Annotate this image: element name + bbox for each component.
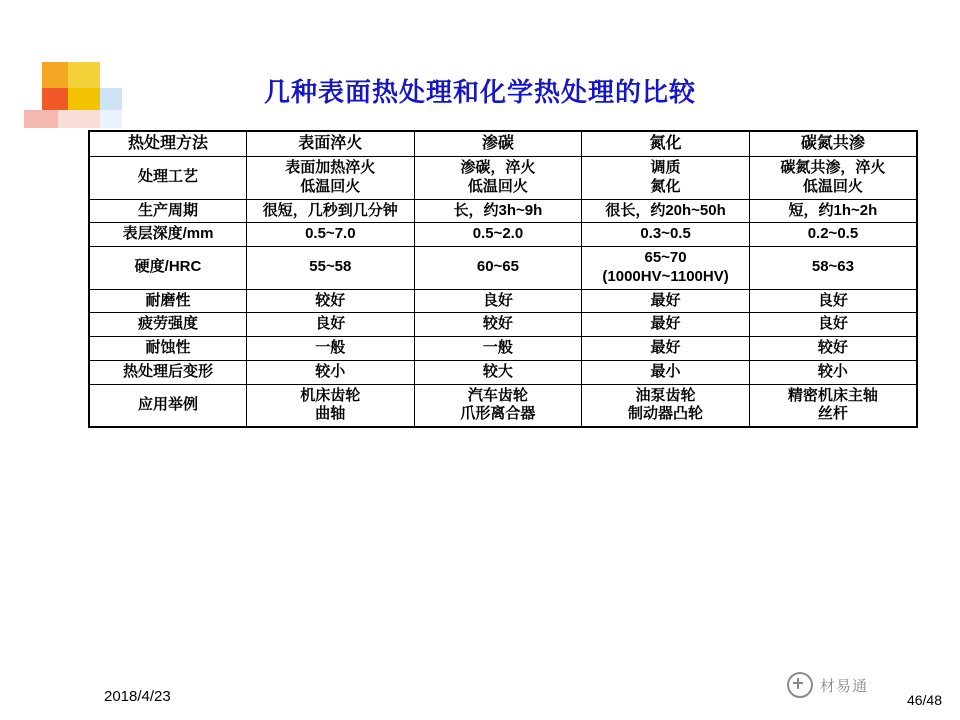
row-label: 热处理后变形	[89, 360, 247, 384]
column-header-method: 热处理方法	[89, 131, 247, 157]
table-cell: 较大	[414, 360, 582, 384]
column-header-surface-quenching: 表面淬火	[247, 131, 415, 157]
column-header-carbonitriding: 碳氮共渗	[749, 131, 917, 157]
table-cell: 60~65	[414, 247, 582, 290]
table-cell: 机床齿轮 曲轴	[247, 384, 415, 427]
table-cell: 最好	[582, 289, 750, 313]
decorative-corner-blocks	[0, 0, 200, 140]
table-cell: 较好	[749, 337, 917, 361]
table-row	[89, 313, 917, 337]
table-cell: 很短，几秒到几分钟	[247, 199, 415, 223]
table-row	[89, 199, 917, 223]
table-cell: 一般	[414, 337, 582, 361]
deco-block-light-pink	[58, 110, 100, 128]
footer-date: 2018/4/23	[104, 688, 171, 705]
row-label: 表层深度/mm	[89, 223, 247, 247]
table-cell: 良好	[749, 289, 917, 313]
comparison-table	[88, 130, 918, 428]
watermark-label: 材易通	[819, 677, 868, 695]
table-cell: 较好	[414, 313, 582, 337]
table-cell: 0.5~2.0	[414, 223, 582, 247]
page-title: 几种表面热处理和化学热处理的比较	[263, 77, 696, 107]
table-row	[89, 360, 917, 384]
watermark-logo-icon	[787, 672, 813, 698]
table-row	[89, 337, 917, 361]
table-cell: 最好	[582, 337, 750, 361]
table-cell: 渗碳，淬火 低温回火	[414, 157, 582, 200]
column-header-carburizing: 渗碳	[414, 131, 582, 157]
table-cell: 长，约3h~9h	[414, 199, 582, 223]
table-cell: 58~63	[749, 247, 917, 290]
row-label: 生产周期	[89, 199, 247, 223]
table-header-row	[89, 131, 917, 157]
row-label: 疲劳强度	[89, 313, 247, 337]
table-row	[89, 157, 917, 200]
table-body	[89, 131, 917, 427]
table-row	[89, 289, 917, 313]
watermark	[787, 672, 868, 698]
table-cell: 较好	[247, 289, 415, 313]
table-row	[89, 384, 917, 427]
table-cell: 0.2~0.5	[749, 223, 917, 247]
row-label: 硬度/HRC	[89, 247, 247, 290]
table-row	[89, 247, 917, 290]
table-cell: 碳氮共渗，淬火 低温回火	[749, 157, 917, 200]
table-cell: 0.3~0.5	[582, 223, 750, 247]
table-cell: 55~58	[247, 247, 415, 290]
table-cell: 最小	[582, 360, 750, 384]
deco-block-light-blue	[100, 110, 122, 128]
page-number: 46/48	[906, 692, 942, 708]
table-cell: 调质 氮化	[582, 157, 750, 200]
row-label: 耐磨性	[89, 289, 247, 313]
table-cell: 良好	[247, 313, 415, 337]
table-cell: 精密机床主轴 丝杆	[749, 384, 917, 427]
row-label: 处理工艺	[89, 157, 247, 200]
table-cell: 较小	[749, 360, 917, 384]
table-cell: 较小	[247, 360, 415, 384]
table-cell: 一般	[247, 337, 415, 361]
deco-block-pink	[24, 110, 58, 128]
table-cell: 0.5~7.0	[247, 223, 415, 247]
comparison-table-wrapper	[88, 130, 918, 428]
table-cell: 最好	[582, 313, 750, 337]
table-cell: 良好	[414, 289, 582, 313]
row-label: 应用举例	[89, 384, 247, 427]
row-label: 耐蚀性	[89, 337, 247, 361]
table-cell: 良好	[749, 313, 917, 337]
column-header-nitriding: 氮化	[582, 131, 750, 157]
table-cell: 短，约1h~2h	[749, 199, 917, 223]
table-cell: 油泵齿轮 制动器凸轮	[582, 384, 750, 427]
table-cell: 表面加热淬火 低温回火	[247, 157, 415, 200]
table-cell: 很长，约20h~50h	[582, 199, 750, 223]
table-row	[89, 223, 917, 247]
table-cell: 65~70 (1000HV~1100HV)	[582, 247, 750, 290]
table-cell: 汽车齿轮 爪形离合器	[414, 384, 582, 427]
